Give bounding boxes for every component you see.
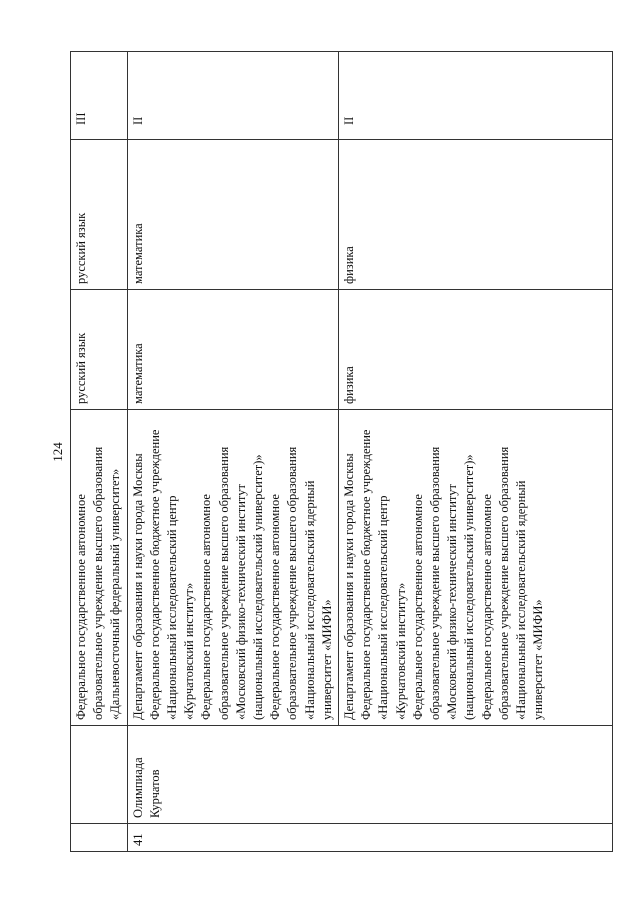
- level-cell: II: [127, 52, 338, 140]
- organizer-line: «Курчатовский институт»: [182, 582, 197, 720]
- number-cell: 41: [127, 824, 612, 852]
- olympiad-name-cell: [71, 726, 128, 824]
- organizer-line: Федеральное государственное автономное: [479, 494, 494, 720]
- subject-cell: математика: [127, 140, 338, 290]
- organizer-line: образовательное учреждение высшего образования: [216, 446, 231, 720]
- organizer-line: Федеральное государственное бюджетное учреждение: [359, 429, 374, 720]
- page-number: 124: [50, 442, 65, 462]
- organizer-line: «Курчатовский институт»: [393, 582, 408, 720]
- organizer-line: «Дальневосточный федеральный университет»: [108, 468, 123, 720]
- subject-cell: русский язык: [71, 140, 128, 290]
- organizer-line: Федеральное государственное автономное: [74, 494, 88, 720]
- organizer-line: (национальный исследовательский университет)»: [462, 454, 477, 720]
- organizer-line: образовательное учреждение высшего образования: [496, 446, 511, 720]
- organizer-line: Федеральное государственное бюджетное учреждение: [147, 429, 162, 720]
- organizer-line: «Национальный исследовательский центр: [376, 495, 391, 720]
- olympiad-table: [70, 51, 613, 852]
- profile-cell: физика: [339, 290, 613, 410]
- profile-cell: математика: [127, 290, 338, 410]
- organizer-line: «Национальный исследовательский ядерный: [514, 480, 529, 720]
- organizers-cell: [127, 410, 338, 726]
- organizer-line: «Национальный исследовательский центр: [165, 495, 180, 720]
- organizer-line: (национальный исследовательский университет)»: [251, 454, 266, 720]
- level-cell: III: [71, 52, 128, 140]
- organizer-line: Департамент образования и науки города Москвы: [342, 453, 357, 720]
- level-cell: II: [339, 52, 613, 140]
- profile-cell: русский язык: [71, 290, 128, 410]
- table-row: [127, 52, 338, 852]
- table-row: [71, 52, 128, 852]
- organizer-line: «Московский физико-технический институт: [445, 484, 460, 720]
- organizer-line: «Национальный исследовательский ядерный: [302, 480, 317, 720]
- organizer-line: Федеральное государственное автономное: [410, 494, 425, 720]
- subject-cell: физика: [339, 140, 613, 290]
- organizer-line: образовательное учреждение высшего образования: [285, 446, 300, 720]
- rotated-page-content: [70, 52, 590, 852]
- olympiad-name-cell: Олимпиада Курчатов: [127, 726, 612, 824]
- number-cell: [71, 824, 128, 852]
- organizer-line: образовательное учреждение высшего образования: [91, 446, 106, 720]
- organizer-line: образовательное учреждение высшего образования: [428, 446, 443, 720]
- organizer-line: Федеральное государственное автономное: [199, 494, 214, 720]
- organizer-line: университет «МИФИ»: [531, 599, 546, 720]
- organizer-line: «Московский физико-технический институт: [233, 484, 248, 720]
- organizer-line: университет «МИФИ»: [319, 599, 334, 720]
- organizers-cell: [339, 410, 613, 726]
- organizer-line: Федеральное государственное автономное: [268, 494, 283, 720]
- organizers-cell: [71, 410, 128, 726]
- organizer-line: Департамент образования и науки города Москвы: [130, 453, 145, 720]
